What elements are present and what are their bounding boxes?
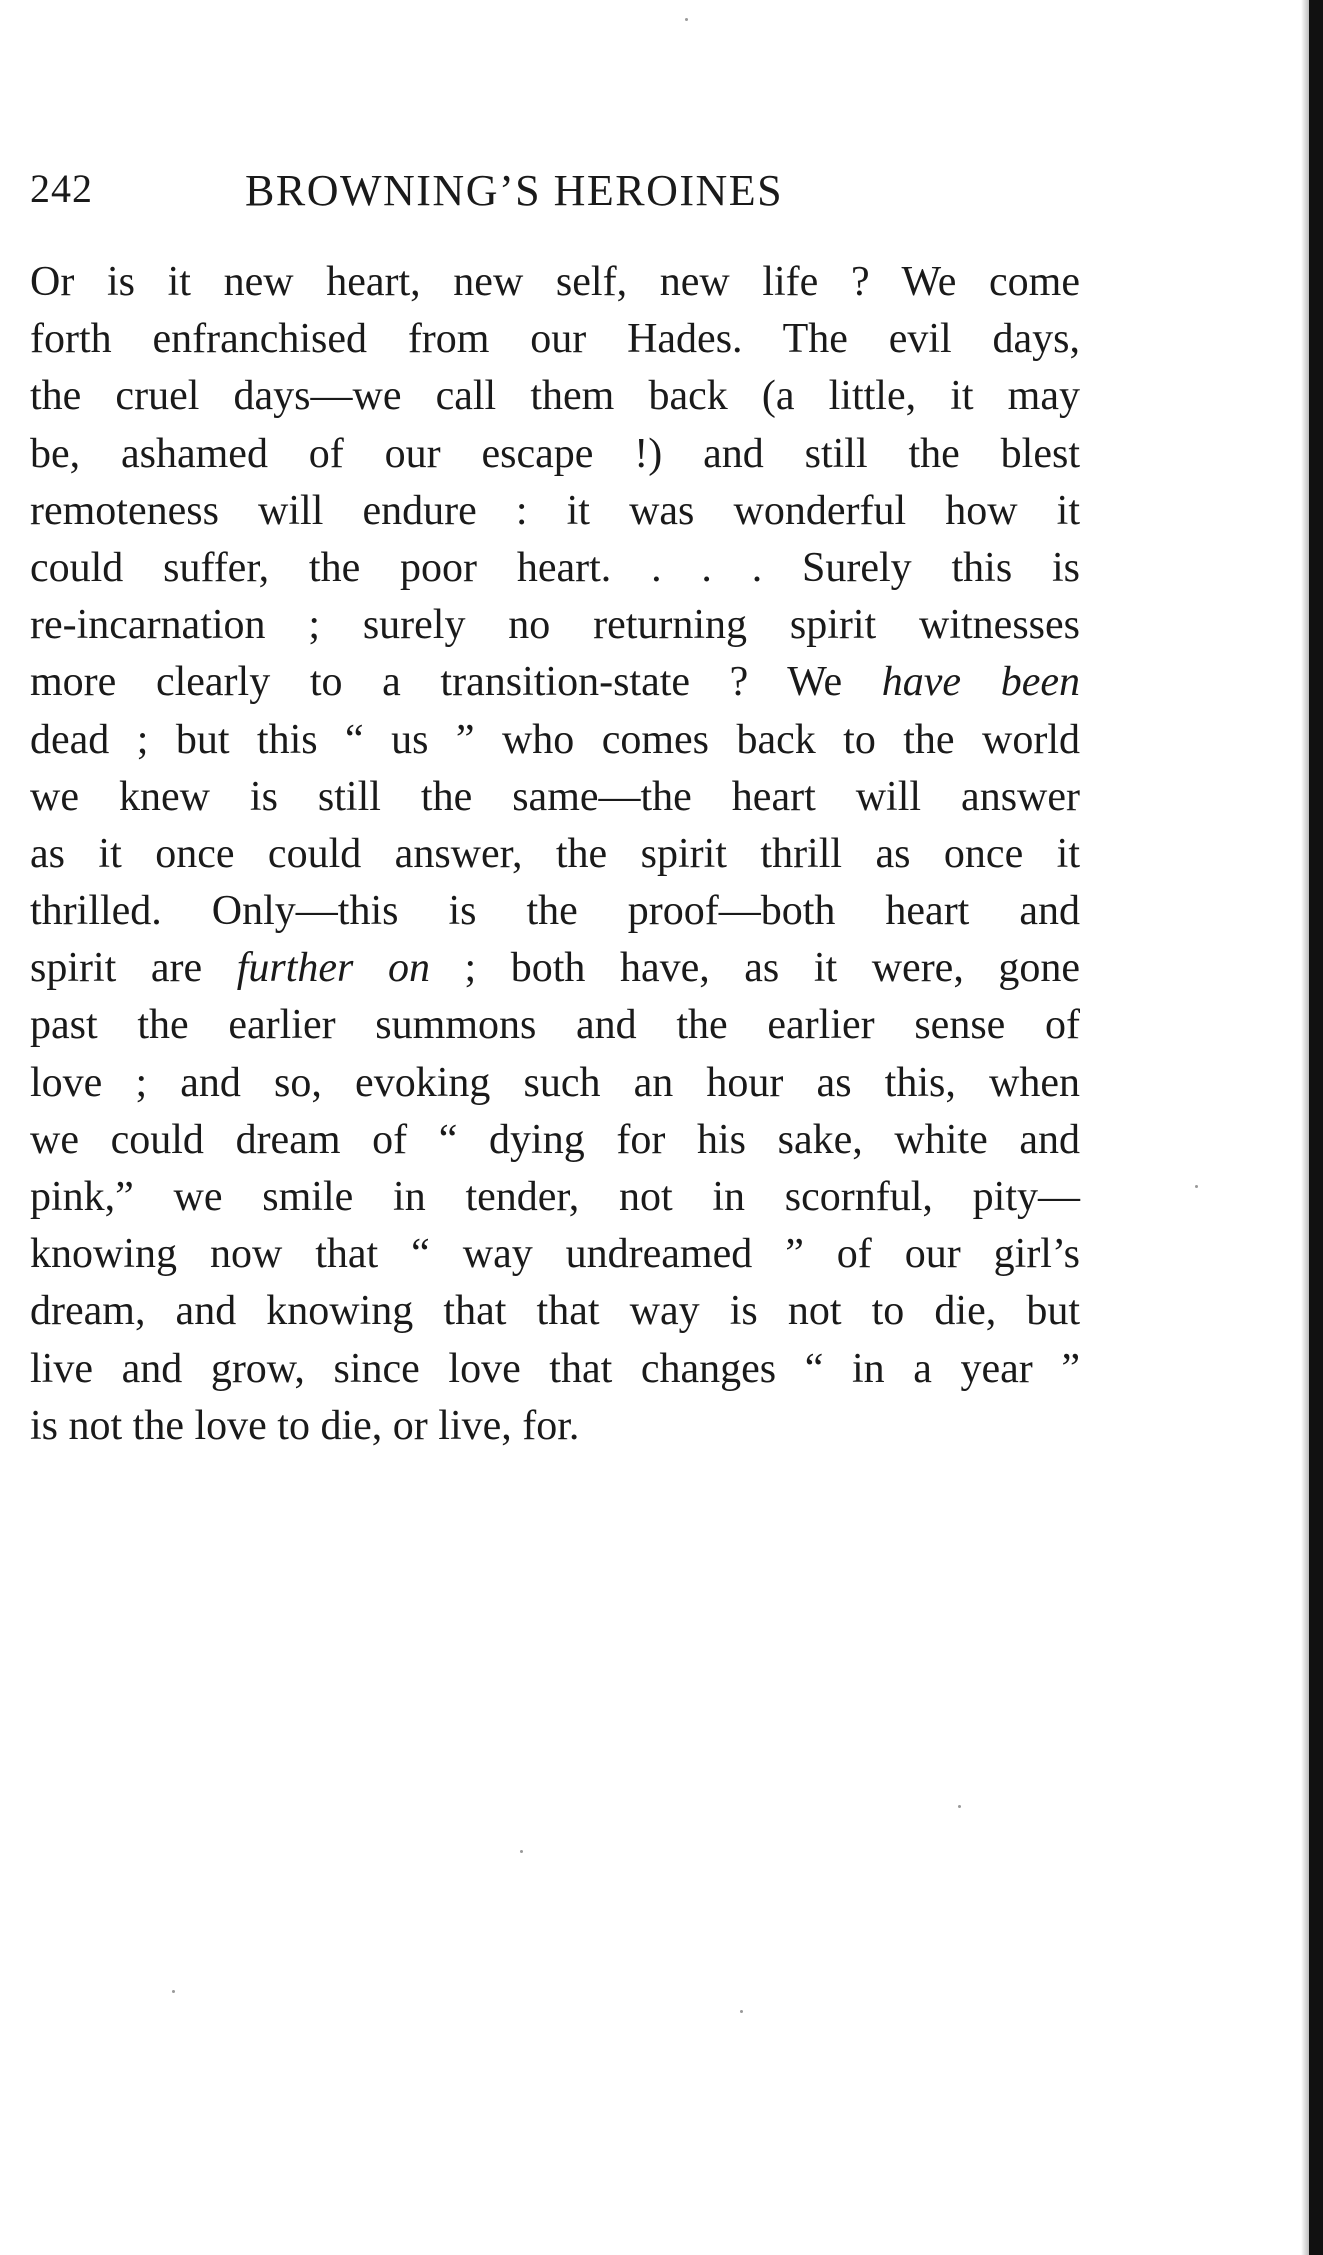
text-line: more clearly to a transition-state ? We have been bbox=[30, 659, 1080, 706]
text-line: dead ; but this “ us ” who comes back to the world bbox=[30, 716, 1080, 763]
paper-speck bbox=[520, 1850, 523, 1853]
text-line: spirit are further on ; both have, as it were, gone bbox=[30, 945, 1081, 992]
paper-speck bbox=[172, 1990, 175, 1993]
text-line: love ; and so, evoking such an hour as this, when bbox=[30, 1059, 1080, 1106]
running-head bbox=[30, 165, 1080, 225]
paper-speck bbox=[1195, 1185, 1198, 1188]
text-line: knowing now that “ way undreamed ” of our girl’s bbox=[30, 1231, 1080, 1278]
paper-speck bbox=[958, 1805, 961, 1808]
text-line: pink,” we smile in tender, not in scornful, pity— bbox=[30, 1174, 1080, 1220]
binding-edge bbox=[1309, 0, 1323, 2255]
paper-speck bbox=[685, 18, 688, 21]
text-line: is not the love to die, or live, for. bbox=[30, 1402, 580, 1449]
text-line: live and grow, since love that changes “ in a year ” bbox=[30, 1345, 1080, 1392]
running-title: BROWNING’S HEROINES bbox=[245, 166, 784, 215]
text-line: past the earlier summons and the earlier sense of bbox=[30, 1002, 1080, 1049]
text-line: we could dream of “ dying for his sake, white and bbox=[30, 1116, 1080, 1163]
text-line: forth enfranchised from our Hades. The evil days, bbox=[30, 316, 1080, 363]
italic-phrase: further on bbox=[236, 945, 430, 992]
text-line: remoteness will endure : it was wonderful how it bbox=[30, 487, 1080, 534]
body-paragraph bbox=[30, 254, 1080, 1455]
paper-speck bbox=[740, 2010, 743, 2013]
text-line: re-incarnation ; surely no returning spirit witnesses bbox=[30, 602, 1080, 649]
text-line: Or is it new heart, new self, new life ? We come bbox=[30, 259, 1080, 305]
text-line: could suffer, the poor heart. . . . Surely this is bbox=[30, 544, 1080, 591]
text-line: the cruel days—we call them back (a little, it may bbox=[30, 373, 1080, 420]
italic-phrase: have been bbox=[881, 659, 1080, 706]
text-line: we knew is still the same—the heart will answer bbox=[30, 773, 1080, 820]
text-line: as it once could answer, the spirit thrill as once it bbox=[30, 830, 1080, 877]
text-line: dream, and knowing that that way is not to die, but bbox=[30, 1288, 1080, 1335]
text-line: thrilled. Only—this is the proof—both heart and bbox=[30, 888, 1080, 935]
binding-shadow bbox=[1301, 0, 1309, 2255]
page-number: 242 bbox=[30, 166, 93, 211]
text-line: be, ashamed of our escape !) and still the blest bbox=[30, 430, 1080, 477]
